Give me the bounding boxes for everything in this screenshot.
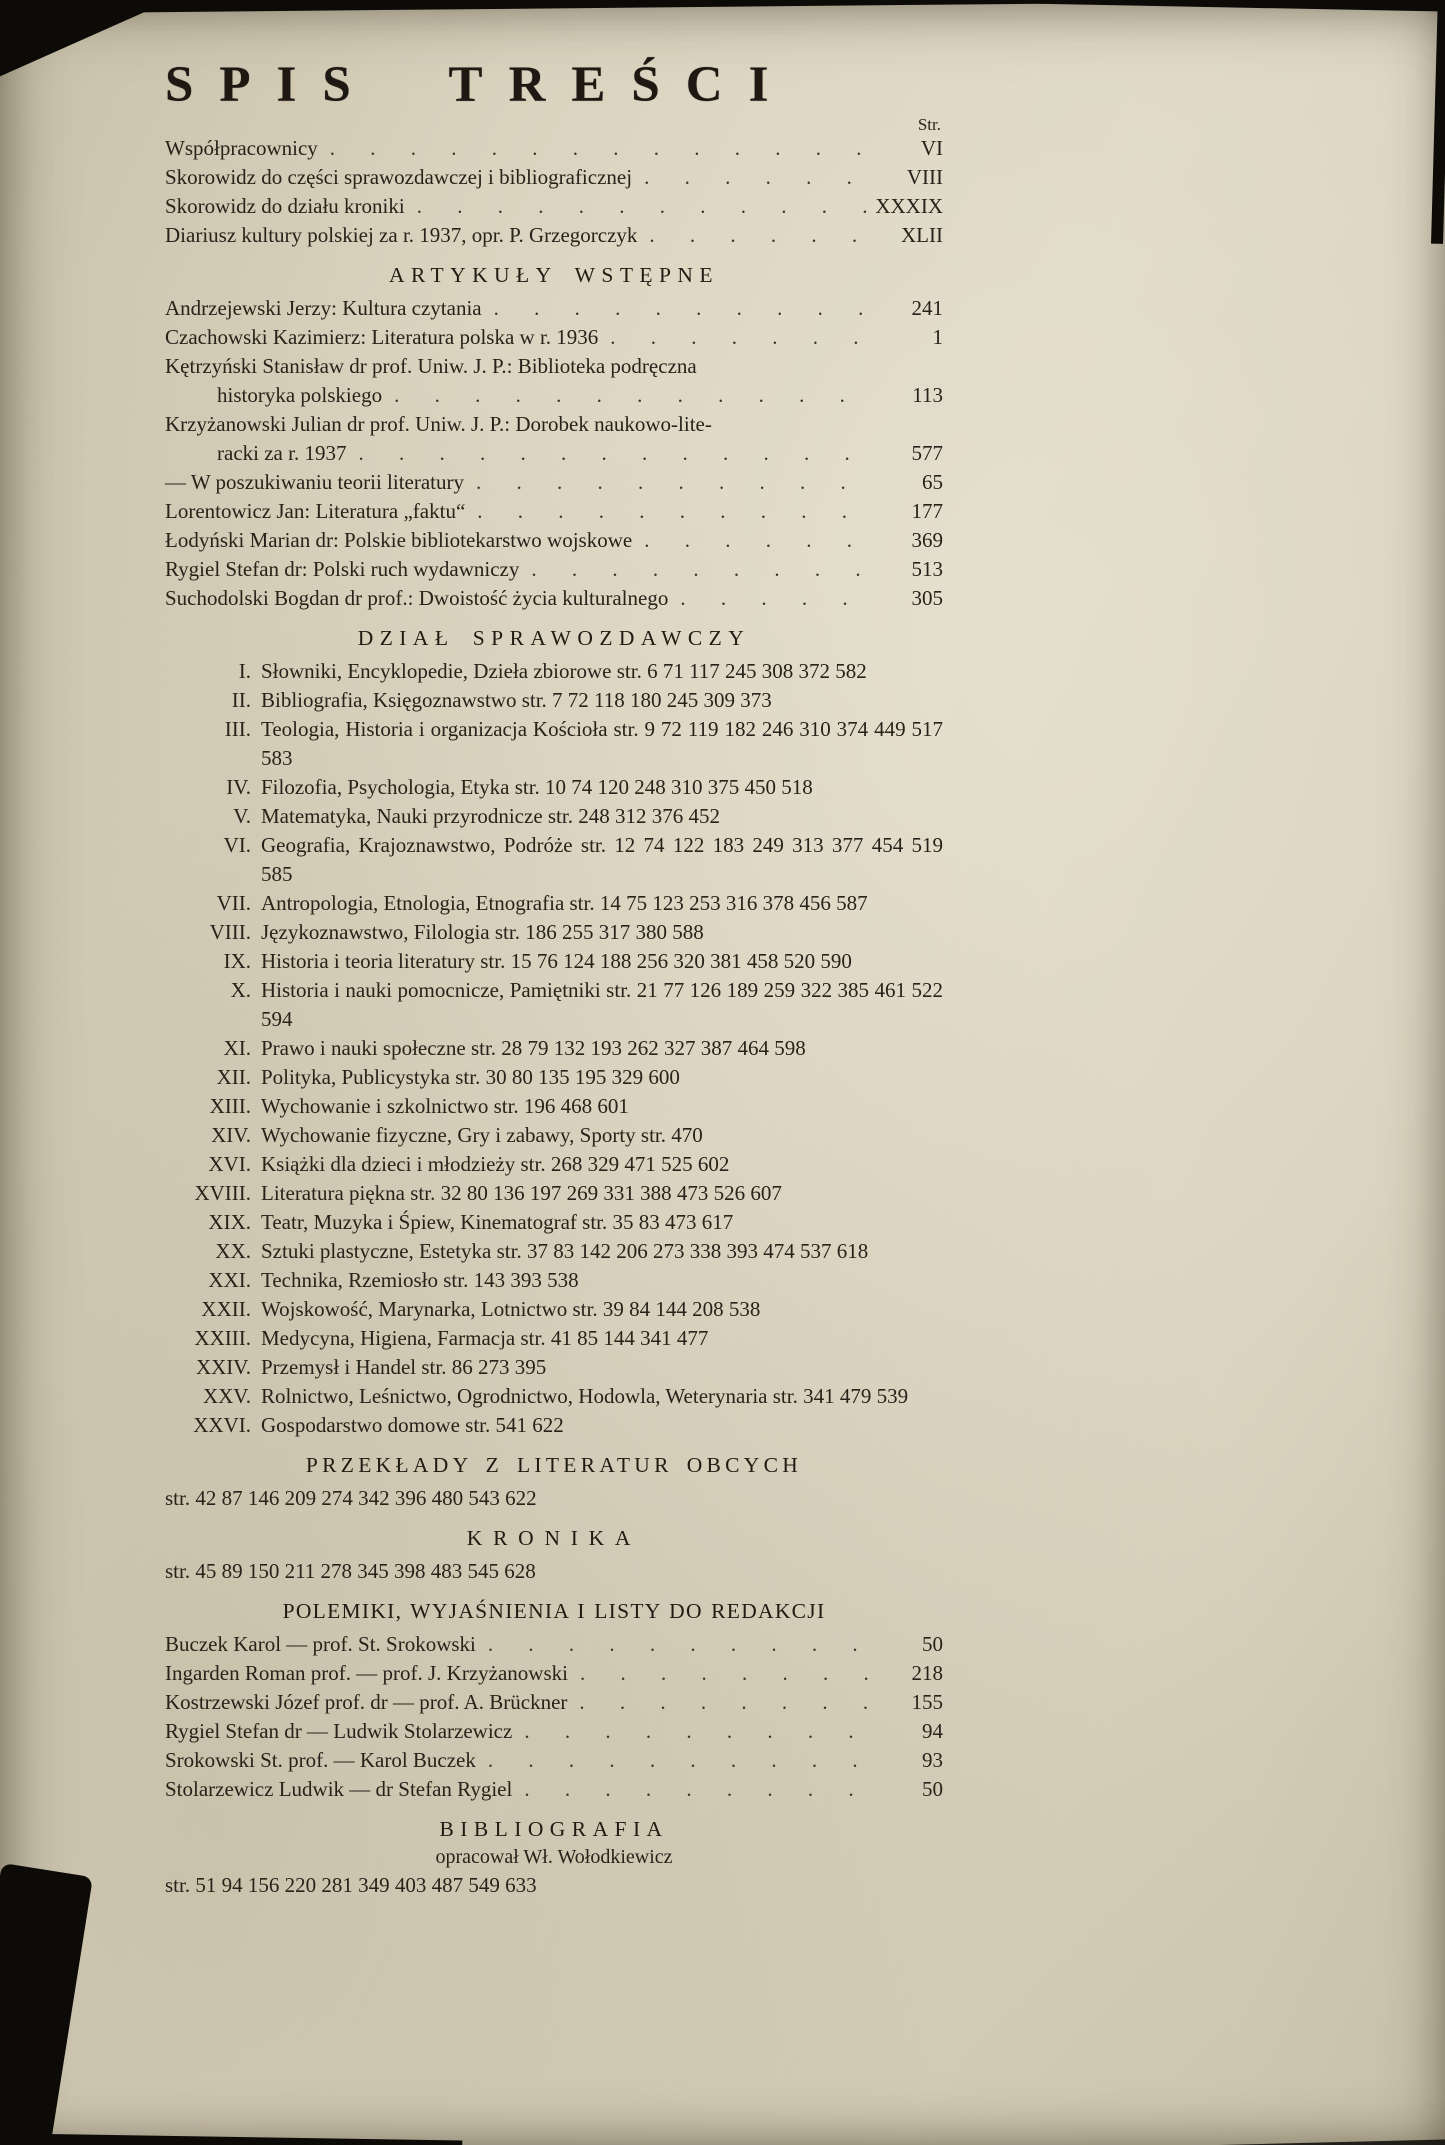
entry-roman-numeral: VIII. [209, 920, 251, 944]
toc-entry [165, 192, 943, 221]
entry-page: 50 [922, 1777, 943, 1801]
toc-entry [165, 468, 943, 497]
report-entry [165, 686, 943, 715]
entry-roman-numeral: I. [238, 659, 251, 683]
report-entry [165, 1266, 943, 1295]
entry-text: Łodyński Marian dr: Polskie bibliotekarstwo wojskowe [165, 528, 633, 552]
toc-entry [165, 410, 943, 439]
entry-text: Geografia, Krajoznawstwo, Podróże str. 12 74 122 183 249 313 377 454 519 585 [261, 833, 943, 886]
entry-text: Czachowski Kazimierz: Literatura polska w r. 1936 [165, 325, 599, 349]
report-entry [165, 1179, 943, 1208]
entry-roman-numeral: VII. [216, 891, 251, 915]
entry-roman-numeral: XIII. [209, 1094, 251, 1118]
entry-text: Buczek Karol — prof. St. Srokowski [165, 1632, 476, 1656]
dot-leader [476, 468, 871, 497]
entry-text: Krzyżanowski Julian dr prof. Uniw. J. P.: Dorobek naukowo-lite- [165, 412, 712, 436]
report-entry [165, 1034, 943, 1063]
report-section [165, 623, 943, 1440]
entry-text: Filozofia, Psychologia, Etyka str. 10 74 120 248 310 375 450 518 [261, 775, 813, 799]
toc-entry-continuation [217, 381, 943, 410]
entry-page: 513 [911, 557, 943, 581]
toc-entry [165, 163, 943, 192]
dot-leader [524, 1717, 871, 1746]
entry-page: VIII [906, 165, 943, 189]
section-heading: PRZEKŁADY Z LITERATUR OBCYCH [305, 1453, 803, 1477]
dot-leader [680, 584, 871, 613]
dot-leader [610, 323, 871, 352]
entry-roman-numeral: XVI. [208, 1152, 251, 1176]
dot-leader [394, 381, 871, 410]
entry-text: Wojskowość, Marynarka, Lotnictwo str. 39 84 144 208 538 [261, 1297, 761, 1321]
entry-text: Matematyka, Nauki przyrodnicze str. 248 312 376 452 [261, 804, 720, 828]
section-heading: DZIAŁ SPRAWOZDAWCZY [357, 626, 751, 650]
entry-text: Historia i teoria literatury str. 15 76 124 188 256 320 381 458 520 590 [261, 949, 852, 973]
dot-leader [330, 134, 871, 163]
entry-page: 218 [911, 1661, 943, 1685]
entry-text: Przemysł i Handel str. 86 273 395 [261, 1355, 547, 1379]
entry-page: 369 [911, 528, 943, 552]
entry-page: 155 [911, 1690, 943, 1714]
entry-text: Skorowidz do części sprawozdawczej i bibliograficznej [165, 165, 633, 189]
report-entry [165, 1382, 943, 1411]
dot-leader [494, 294, 871, 323]
entry-roman-numeral: V. [233, 804, 251, 828]
toc-entry [165, 497, 943, 526]
entry-text: racki za r. 1937 [217, 441, 347, 465]
report-entry [165, 773, 943, 802]
report-entry [165, 889, 943, 918]
report-entry [165, 802, 943, 831]
entry-roman-numeral: XXI. [208, 1268, 251, 1292]
dot-leader [644, 526, 871, 555]
report-entry [165, 657, 943, 686]
entry-text: Sztuki plastyczne, Estetyka str. 37 83 142 206 273 338 393 474 537 618 [261, 1239, 869, 1263]
entry-roman-numeral: VI. [223, 833, 251, 857]
scan-edge-right [1431, 0, 1445, 244]
entry-text: Wychowanie fizyczne, Gry i zabawy, Sporty str. 470 [261, 1123, 703, 1147]
dot-leader [488, 1630, 871, 1659]
entry-roman-numeral: XXIII. [194, 1326, 251, 1350]
entry-text: Srokowski St. prof. — Karol Buczek [165, 1748, 476, 1772]
toc-entry [165, 221, 943, 250]
section-pages-line: str. 45 89 150 211 278 345 398 483 545 628 [165, 1559, 536, 1583]
bibliography-section [165, 1814, 943, 1900]
toc-entry [165, 1688, 943, 1717]
entry-text: historyka polskiego [217, 383, 383, 407]
entry-text: Słowniki, Encyklopedie, Dzieła zbiorowe str. 6 71 117 245 308 372 582 [261, 659, 867, 683]
toc-entry [165, 1717, 943, 1746]
report-entry [165, 1324, 943, 1353]
toc-entry [165, 323, 943, 352]
dot-leader [579, 1688, 871, 1717]
dot-leader [488, 1746, 871, 1775]
dot-leader [524, 1775, 871, 1804]
report-entry [165, 1150, 943, 1179]
section-pages-line: str. 42 87 146 209 274 342 396 480 543 622 [165, 1486, 537, 1510]
articles-section [165, 260, 943, 613]
report-entry [165, 831, 943, 889]
entry-page: 94 [922, 1719, 943, 1743]
scan-edge-bottom-right [1205, 2139, 1445, 2145]
entry-roman-numeral: II. [231, 688, 251, 712]
entry-roman-numeral: XXV. [202, 1384, 251, 1408]
entry-text: Współpracownicy [165, 136, 318, 160]
report-entry [165, 1208, 943, 1237]
report-entry [165, 1353, 943, 1382]
dot-leader [580, 1659, 871, 1688]
dot-leader [417, 192, 870, 221]
entry-page: 177 [911, 499, 943, 523]
entry-roman-numeral: XIV. [211, 1123, 251, 1147]
entry-roman-numeral: IV. [226, 775, 251, 799]
entry-text: Rolnictwo, Leśnictwo, Ogrodnictwo, Hodowla, Weterynaria str. 341 479 539 [261, 1384, 909, 1408]
dot-leader [477, 497, 871, 526]
entry-text: Rygiel Stefan dr — Ludwik Stolarzewicz [165, 1719, 513, 1743]
report-entry [165, 1063, 943, 1092]
report-entry [165, 1411, 943, 1440]
dot-leader [531, 555, 871, 584]
entry-page: 577 [911, 441, 943, 465]
toc-entry [165, 1630, 943, 1659]
report-entry [165, 947, 943, 976]
entry-text: Językoznawstwo, Filologia str. 186 255 317 380 588 [261, 920, 704, 944]
entry-text: Suchodolski Bogdan dr prof.: Dwoistość życia kulturalnego [165, 586, 669, 610]
entry-text: Prawo i nauki społeczne str. 28 79 132 193 262 327 387 464 598 [261, 1036, 806, 1060]
front-matter-list [165, 134, 943, 250]
section-heading: BIBLIOGRAFIA [439, 1817, 669, 1841]
report-entry [165, 715, 943, 773]
report-entry [165, 976, 943, 1034]
entry-text: Książki dla dzieci i młodzieży str. 268 329 471 525 602 [261, 1152, 730, 1176]
dot-leader [358, 439, 871, 468]
entry-text: Polityka, Publicystyka str. 30 80 135 195 329 600 [261, 1065, 680, 1089]
entry-page: XLII [901, 223, 943, 247]
polemics-section [165, 1596, 943, 1804]
entry-roman-numeral: XXVI. [193, 1413, 251, 1437]
toc-entry [165, 555, 943, 584]
report-entry [165, 1092, 943, 1121]
entry-page: 65 [922, 470, 943, 494]
translations-section [165, 1450, 943, 1513]
entry-page: 93 [922, 1748, 943, 1772]
entry-roman-numeral: XXII. [201, 1297, 251, 1321]
scan-edge-bottom [0, 2133, 462, 2145]
report-entry-list [165, 657, 943, 1440]
scan-edge-top-right [1039, 0, 1445, 12]
entry-text: Literatura piękna str. 32 80 136 197 269 331 388 473 526 607 [261, 1181, 782, 1205]
toc-entry [165, 1659, 943, 1688]
entry-roman-numeral: XIX. [208, 1210, 251, 1234]
entry-roman-numeral: XVIII. [194, 1181, 251, 1205]
dot-leader [649, 221, 871, 250]
section-heading: KRONIKA [466, 1526, 642, 1550]
toc-entry [165, 1746, 943, 1775]
report-entry [165, 918, 943, 947]
toc-entry [165, 352, 943, 381]
entry-text: Ingarden Roman prof. — prof. J. Krzyżanowski [165, 1661, 568, 1685]
page-title: SPIS TREŚCI [165, 57, 795, 113]
entry-text: Teologia, Historia i organizacja Kościoła str. 9 72 119 182 246 310 374 449 517 583 [261, 717, 943, 770]
entry-text: Gospodarstwo domowe str. 541 622 [261, 1413, 564, 1437]
entry-roman-numeral: XII. [216, 1065, 251, 1089]
toc-entry-continuation [217, 439, 943, 468]
entry-page: 113 [912, 383, 943, 407]
entry-roman-numeral: XXIV. [195, 1355, 251, 1379]
section-pages-line: str. 51 94 156 220 281 349 403 487 549 633 [165, 1873, 537, 1897]
report-entry [165, 1121, 943, 1150]
entry-text: — W poszukiwaniu teorii literatury [165, 470, 464, 494]
entry-page: XXXIX [875, 194, 943, 218]
entry-text: Antropologia, Etnologia, Etnografia str. 14 75 123 253 316 378 456 587 [261, 891, 868, 915]
entry-text: Diariusz kultury polskiej za r. 1937, opr. P. Grzegorczyk [165, 223, 638, 247]
report-entry [165, 1295, 943, 1324]
entry-text: Bibliografia, Księgoznawstwo str. 7 72 118 180 245 309 373 [261, 688, 772, 712]
chronicle-section [165, 1523, 943, 1586]
entry-page: 241 [911, 296, 943, 320]
entry-text: Historia i nauki pomocnicze, Pamiętniki str. 21 77 126 189 259 322 385 461 522 594 [261, 978, 943, 1031]
section-subtitle: opracował Wł. Wołodkiewicz [435, 1846, 673, 1868]
entry-text: Rygiel Stefan dr: Polski ruch wydawniczy [165, 557, 520, 581]
entry-text: Medycyna, Higiena, Farmacja str. 41 85 144 341 477 [261, 1326, 709, 1350]
report-entry [165, 1237, 943, 1266]
entry-text: Andrzejewski Jerzy: Kultura czytania [165, 296, 482, 320]
entry-text: Technika, Rzemiosło str. 143 393 538 [261, 1268, 579, 1292]
entry-text: Teatr, Muzyka i Śpiew, Kinematograf str. 35 83 473 617 [261, 1210, 734, 1234]
toc-entry [165, 1775, 943, 1804]
toc-entry [165, 294, 943, 323]
entry-roman-numeral: X. [230, 978, 251, 1002]
entry-text: Skorowidz do działu kroniki [165, 194, 405, 218]
toc-entry [165, 584, 943, 613]
entry-text: Kostrzewski Józef prof. dr — prof. A. Brückner [165, 1690, 568, 1714]
entry-page: VI [920, 136, 943, 160]
toc-entry [165, 134, 943, 163]
page-column-label: Str. [917, 115, 941, 134]
entry-text: Lorentowicz Jan: Literatura „faktu“ [165, 499, 466, 523]
entry-page: 1 [932, 325, 943, 349]
dot-leader [644, 163, 871, 192]
entry-roman-numeral: XI. [223, 1036, 251, 1060]
entry-roman-numeral: XX. [215, 1239, 251, 1263]
entry-roman-numeral: III. [224, 717, 251, 741]
entry-text: Stolarzewicz Ludwik — dr Stefan Rygiel [165, 1777, 513, 1801]
entry-page: 305 [911, 586, 943, 610]
toc-entry [165, 526, 943, 555]
section-heading: ARTYKUŁY WSTĘPNE [389, 263, 719, 287]
entry-text: Wychowanie i szkolnictwo str. 196 468 601 [261, 1094, 629, 1118]
entry-page: 50 [922, 1632, 943, 1656]
scan-edge-bottom-left-wedge [0, 1863, 93, 2145]
section-heading: POLEMIKI, WYJAŚNIENIA I LISTY DO REDAKCJI [282, 1599, 826, 1623]
entry-roman-numeral: IX. [223, 949, 251, 973]
entry-text: Kętrzyński Stanisław dr prof. Uniw. J. P.: Biblioteka podręczna [165, 354, 697, 378]
